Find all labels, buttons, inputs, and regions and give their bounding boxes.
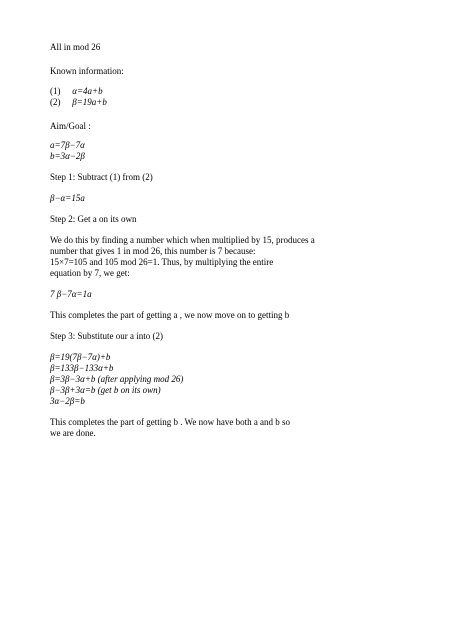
step3-eq-4: β−3β+3α=b (get b on its own) [50, 385, 161, 395]
aim-eq-1: a=7β−7α [50, 140, 85, 150]
known-eq-2 [50, 97, 107, 108]
step3-heading: Step 3: Substitute our a into (2) [50, 331, 163, 341]
conclusion-line-1: This completes the part of getting b . We now have both a and b so [50, 417, 291, 427]
conclusion-line-2: we are done. [50, 428, 96, 438]
step2-heading: Step 2: Get a on its own [50, 214, 137, 224]
known-eq-1 [50, 86, 103, 97]
equation: β=19a+b [72, 97, 107, 107]
step3-eq-1: β=19(7β−7α)+b [50, 352, 111, 362]
eq-number: (2) [50, 97, 61, 107]
equation: α=4a+b [72, 86, 103, 96]
step1-equation: β−α=15a [50, 193, 85, 203]
aim-heading: Aim/Goal : [50, 121, 91, 131]
doc-title: All in mod 26 [50, 42, 101, 52]
step3-eq-2: β=133β−133α+b [50, 363, 114, 373]
known-heading: Known information: [50, 66, 124, 76]
step2-equation: 7 β−7α=1a [50, 289, 92, 299]
step3-eq-5: 3α−2β=b [50, 396, 85, 406]
step2-text-line-1: We do this by finding a number which when multiplied by 15, produces a [50, 235, 315, 245]
aim-eq-2: b=3α−2β [50, 151, 85, 161]
step2-text-line-4: equation by 7, we get: [50, 268, 130, 278]
eq-number: (1) [50, 86, 61, 96]
step2-text-line-3: 15×7=105 and 105 mod 26=1. Thus, by multiplying the entire [50, 257, 274, 267]
step2-text-line-2: number that gives 1 in mod 26, this number is 7 because: [50, 246, 256, 256]
step2-conclusion: This completes the part of getting a , we now move on to getting b [50, 310, 290, 320]
step1-heading: Step 1: Subtract (1) from (2) [50, 172, 153, 182]
step3-eq-3: β=3β−3α+b (after applying mod 26) [50, 374, 184, 384]
